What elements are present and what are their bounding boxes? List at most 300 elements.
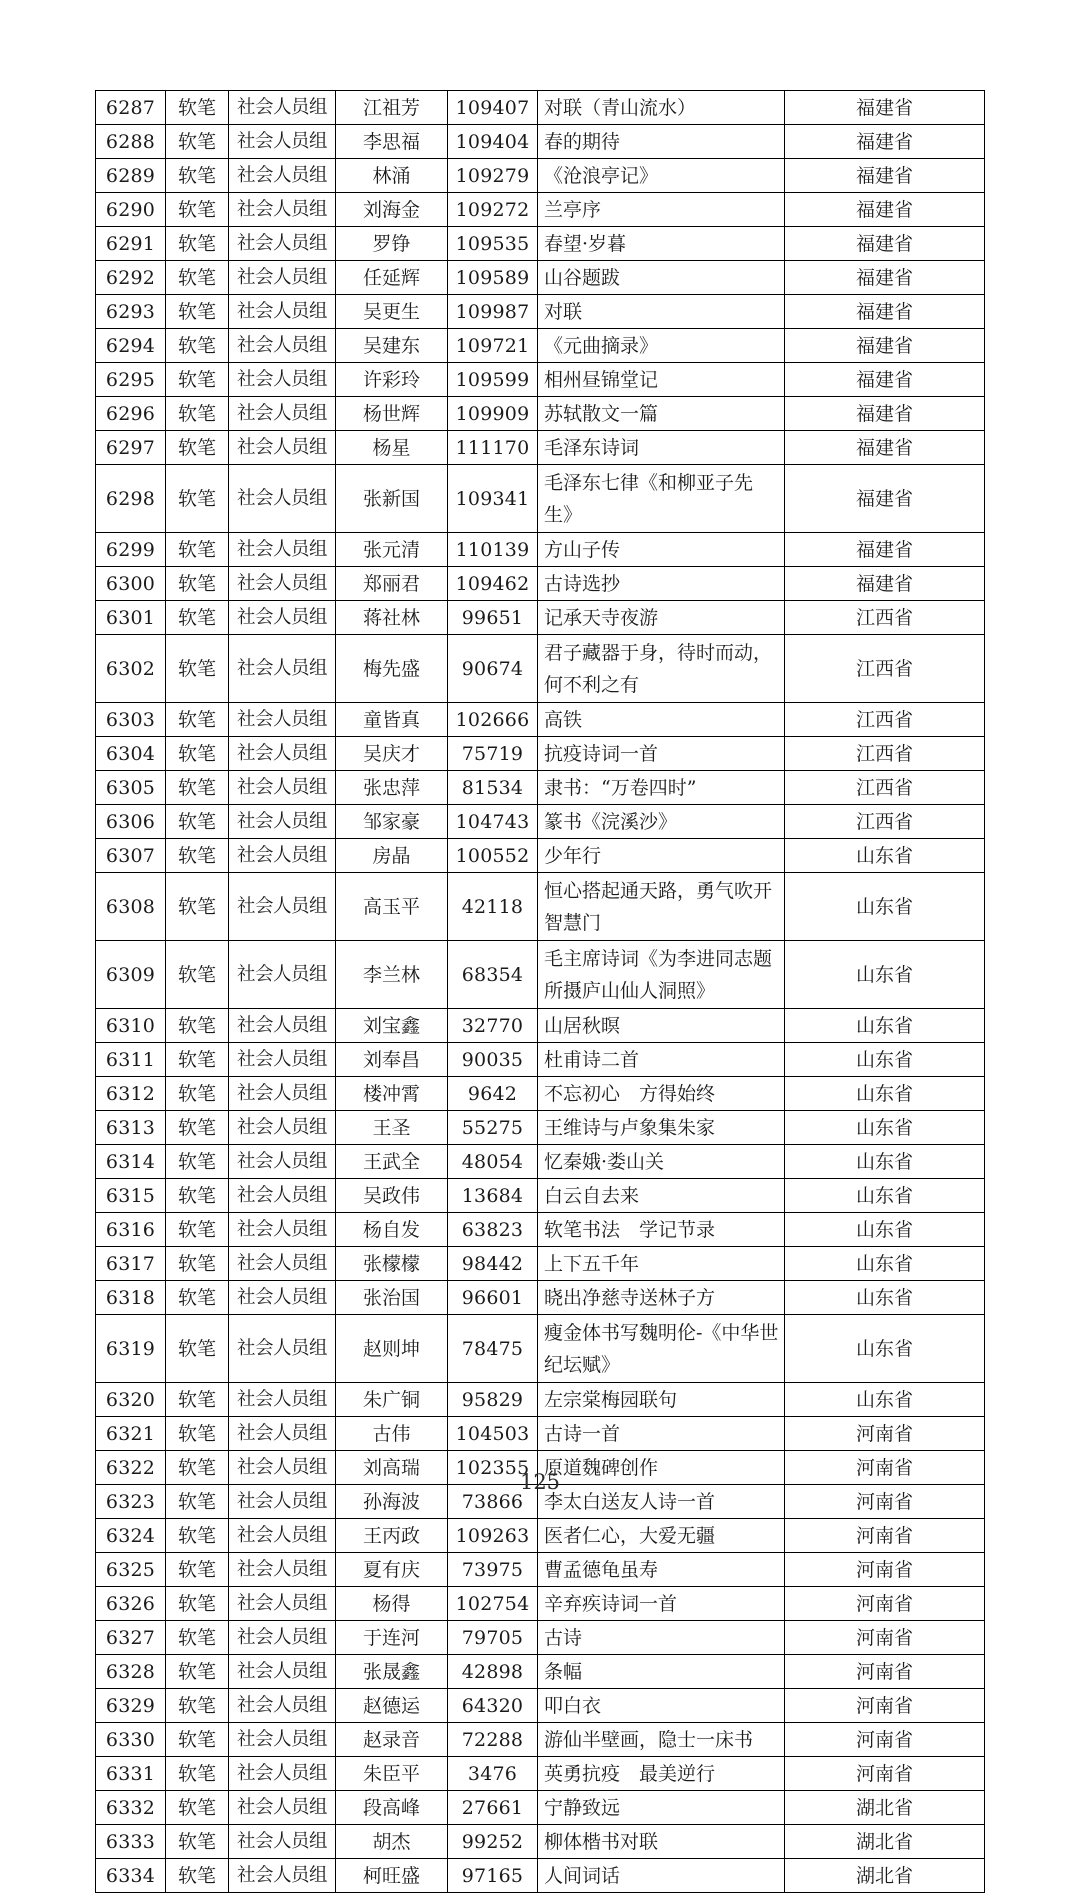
row-title bbox=[538, 295, 785, 329]
row-number-text: 90035 bbox=[461, 1048, 524, 1071]
row-name-text: 李思福 bbox=[362, 130, 420, 153]
row-province-text: 河南省 bbox=[855, 1626, 913, 1649]
row-group-text: 社会人员组 bbox=[236, 1626, 327, 1648]
row-id bbox=[96, 261, 166, 295]
row-group bbox=[229, 1587, 336, 1621]
row-name-text: 张檬檬 bbox=[362, 1252, 420, 1275]
row-name-text: 夏有庆 bbox=[362, 1558, 420, 1581]
row-name bbox=[336, 601, 448, 635]
row-id bbox=[96, 1417, 166, 1451]
row-number bbox=[448, 1621, 538, 1655]
row-title-text: 古诗选抄 bbox=[544, 572, 621, 595]
row-category-text: 软笔 bbox=[177, 402, 216, 425]
row-number-text: 99651 bbox=[461, 606, 524, 629]
row-title-text: 篆书《浣溪沙》 bbox=[544, 810, 678, 833]
row-id bbox=[96, 941, 166, 1009]
row-province bbox=[785, 805, 985, 839]
row-number bbox=[448, 873, 538, 941]
row-category-text: 软笔 bbox=[177, 300, 216, 323]
row-number-text: 48054 bbox=[461, 1150, 524, 1173]
row-title-text: 软笔书法 学记节录 bbox=[544, 1218, 716, 1241]
row-name bbox=[336, 1519, 448, 1553]
row-category-text: 软笔 bbox=[177, 266, 216, 289]
row-id bbox=[96, 431, 166, 465]
row-group-text: 社会人员组 bbox=[236, 776, 327, 798]
row-group-text: 社会人员组 bbox=[236, 606, 327, 628]
row-province-text: 河南省 bbox=[855, 1456, 913, 1479]
table-row bbox=[96, 193, 985, 227]
row-title bbox=[538, 1111, 785, 1145]
row-name-text: 张忠萍 bbox=[362, 776, 420, 799]
row-id bbox=[96, 1383, 166, 1417]
table-row bbox=[96, 635, 985, 703]
row-name bbox=[336, 261, 448, 295]
row-title-text: 条幅 bbox=[544, 1660, 583, 1683]
row-group bbox=[229, 1111, 336, 1145]
row-category bbox=[166, 1009, 229, 1043]
row-province bbox=[785, 873, 985, 941]
row-category bbox=[166, 1859, 229, 1893]
row-group-text: 社会人员组 bbox=[236, 232, 327, 254]
row-group-text: 社会人员组 bbox=[236, 1422, 327, 1444]
row-title-text: 少年行 bbox=[544, 844, 602, 867]
row-id-text: 6308 bbox=[105, 895, 156, 918]
row-province bbox=[785, 1077, 985, 1111]
row-province-text: 山东省 bbox=[855, 1150, 913, 1173]
row-province bbox=[785, 1145, 985, 1179]
row-id bbox=[96, 1655, 166, 1689]
row-name-text: 段高峰 bbox=[362, 1796, 420, 1819]
row-id-text: 6329 bbox=[105, 1694, 156, 1717]
row-number bbox=[448, 771, 538, 805]
row-province-text: 福建省 bbox=[855, 436, 913, 459]
row-province bbox=[785, 1417, 985, 1451]
row-province-text: 河南省 bbox=[855, 1592, 913, 1615]
row-title bbox=[538, 839, 785, 873]
row-group bbox=[229, 737, 336, 771]
row-category-text: 软笔 bbox=[177, 1864, 216, 1887]
row-id-text: 6330 bbox=[105, 1728, 156, 1751]
row-title-text: 方山子传 bbox=[544, 538, 621, 561]
row-title bbox=[538, 1655, 785, 1689]
row-number-text: 72288 bbox=[461, 1728, 524, 1751]
table-row bbox=[96, 737, 985, 771]
row-number bbox=[448, 159, 538, 193]
row-id-text: 6307 bbox=[105, 844, 156, 867]
row-group-text: 社会人员组 bbox=[236, 1660, 327, 1682]
row-number bbox=[448, 1213, 538, 1247]
row-province bbox=[785, 1179, 985, 1213]
row-number bbox=[448, 1825, 538, 1859]
row-id bbox=[96, 533, 166, 567]
row-province-text: 山东省 bbox=[855, 1184, 913, 1207]
table-row bbox=[96, 839, 985, 873]
row-number-text: 109272 bbox=[455, 198, 530, 221]
row-province bbox=[785, 601, 985, 635]
table-row bbox=[96, 1723, 985, 1757]
row-category-text: 软笔 bbox=[177, 776, 216, 799]
table-row bbox=[96, 873, 985, 941]
row-number bbox=[448, 737, 538, 771]
row-title-text: 游仙半壁画，隐士一床书 bbox=[544, 1728, 754, 1751]
row-group-text: 社会人员组 bbox=[236, 300, 327, 322]
row-name bbox=[336, 1315, 448, 1383]
row-number bbox=[448, 193, 538, 227]
row-group-text: 社会人员组 bbox=[236, 1694, 327, 1716]
row-id bbox=[96, 1825, 166, 1859]
row-province bbox=[785, 771, 985, 805]
row-category bbox=[166, 1825, 229, 1859]
row-name bbox=[336, 1043, 448, 1077]
row-name bbox=[336, 1111, 448, 1145]
table-row bbox=[96, 1689, 985, 1723]
row-province-text: 江西省 bbox=[855, 776, 913, 799]
row-number bbox=[448, 1281, 538, 1315]
row-title-text: 《元曲摘录》 bbox=[544, 334, 659, 357]
row-group-text: 社会人员组 bbox=[236, 1456, 327, 1478]
row-id bbox=[96, 1791, 166, 1825]
row-name-text: 房晶 bbox=[372, 844, 411, 867]
row-number-text: 109589 bbox=[455, 266, 530, 289]
row-province bbox=[785, 125, 985, 159]
row-category bbox=[166, 329, 229, 363]
row-name-text: 刘宝鑫 bbox=[362, 1014, 420, 1037]
row-category-text: 软笔 bbox=[177, 1116, 216, 1139]
row-number bbox=[448, 1043, 538, 1077]
row-number bbox=[448, 125, 538, 159]
row-category-text: 软笔 bbox=[177, 368, 216, 391]
row-id-text: 6300 bbox=[105, 572, 156, 595]
row-province-text: 山东省 bbox=[855, 1218, 913, 1241]
row-title-text: 春望·岁暮 bbox=[544, 232, 627, 255]
row-title bbox=[538, 1281, 785, 1315]
row-name-text: 许彩玲 bbox=[362, 368, 420, 391]
row-number-text: 13684 bbox=[461, 1184, 524, 1207]
row-category bbox=[166, 1519, 229, 1553]
row-number-text: 102355 bbox=[455, 1456, 530, 1479]
row-group-text: 社会人员组 bbox=[236, 1728, 327, 1750]
row-category bbox=[166, 465, 229, 533]
row-id-text: 6309 bbox=[105, 963, 156, 986]
row-group-text: 社会人员组 bbox=[236, 1116, 327, 1138]
row-group-text: 社会人员组 bbox=[236, 1388, 327, 1410]
row-number bbox=[448, 1111, 538, 1145]
row-name-text: 杨星 bbox=[372, 436, 411, 459]
row-name bbox=[336, 91, 448, 125]
row-name bbox=[336, 533, 448, 567]
row-number-text: 73975 bbox=[461, 1558, 524, 1581]
row-province-text: 山东省 bbox=[855, 1082, 913, 1105]
row-province bbox=[785, 839, 985, 873]
row-name bbox=[336, 329, 448, 363]
row-name bbox=[336, 1417, 448, 1451]
row-group bbox=[229, 363, 336, 397]
row-id-text: 6290 bbox=[105, 198, 156, 221]
row-province-text: 福建省 bbox=[855, 538, 913, 561]
row-name bbox=[336, 771, 448, 805]
row-title bbox=[538, 941, 785, 1009]
row-title-text: 隶书：“万卷四时” bbox=[544, 776, 697, 799]
row-category-text: 软笔 bbox=[177, 487, 216, 510]
row-name-text: 杨得 bbox=[372, 1592, 411, 1615]
row-province-text: 河南省 bbox=[855, 1762, 913, 1785]
row-group bbox=[229, 1077, 336, 1111]
row-category-text: 软笔 bbox=[177, 1728, 216, 1751]
row-name bbox=[336, 737, 448, 771]
row-name-text: 郑丽君 bbox=[362, 572, 420, 595]
row-title-text: 恒心搭起通天路，勇气吹开智慧门 bbox=[544, 879, 773, 934]
row-category bbox=[166, 1383, 229, 1417]
row-name bbox=[336, 397, 448, 431]
row-province-text: 福建省 bbox=[855, 487, 913, 510]
table-row bbox=[96, 1179, 985, 1213]
row-group-text: 社会人员组 bbox=[236, 895, 327, 917]
row-title bbox=[538, 125, 785, 159]
row-province-text: 河南省 bbox=[855, 1524, 913, 1547]
row-group bbox=[229, 1791, 336, 1825]
row-id bbox=[96, 363, 166, 397]
row-category bbox=[166, 1791, 229, 1825]
row-category bbox=[166, 1213, 229, 1247]
row-title bbox=[538, 737, 785, 771]
row-province-text: 福建省 bbox=[855, 368, 913, 391]
row-title bbox=[538, 193, 785, 227]
row-number-text: 104503 bbox=[455, 1422, 530, 1445]
row-name bbox=[336, 1621, 448, 1655]
row-category bbox=[166, 397, 229, 431]
row-title-text: 上下五千年 bbox=[544, 1252, 640, 1275]
row-group bbox=[229, 261, 336, 295]
row-category-text: 软笔 bbox=[177, 1490, 216, 1513]
row-category-text: 软笔 bbox=[177, 1422, 216, 1445]
row-title-text: 杜甫诗二首 bbox=[544, 1048, 640, 1071]
row-id-text: 6313 bbox=[105, 1116, 156, 1139]
row-number-text: 109599 bbox=[455, 368, 530, 391]
row-category-text: 软笔 bbox=[177, 810, 216, 833]
row-title bbox=[538, 91, 785, 125]
row-category bbox=[166, 635, 229, 703]
row-title-text: 抗疫诗词一首 bbox=[544, 742, 659, 765]
row-id bbox=[96, 329, 166, 363]
row-group bbox=[229, 941, 336, 1009]
row-group bbox=[229, 1859, 336, 1893]
row-id-text: 6331 bbox=[105, 1762, 156, 1785]
row-title-text: 曹孟德龟虽寿 bbox=[544, 1558, 659, 1581]
table-row bbox=[96, 295, 985, 329]
row-category bbox=[166, 839, 229, 873]
row-id bbox=[96, 1315, 166, 1383]
row-province bbox=[785, 1655, 985, 1689]
row-group-text: 社会人员组 bbox=[236, 130, 327, 152]
table-row bbox=[96, 1315, 985, 1383]
row-category bbox=[166, 1723, 229, 1757]
table-row bbox=[96, 1009, 985, 1043]
row-number-text: 109909 bbox=[455, 402, 530, 425]
row-number bbox=[448, 431, 538, 465]
table-row bbox=[96, 601, 985, 635]
row-category-text: 软笔 bbox=[177, 538, 216, 561]
row-number bbox=[448, 703, 538, 737]
row-category-text: 软笔 bbox=[177, 742, 216, 765]
row-name-text: 张元清 bbox=[362, 538, 420, 561]
row-province bbox=[785, 1553, 985, 1587]
row-category-text: 软笔 bbox=[177, 1796, 216, 1819]
row-category-text: 软笔 bbox=[177, 606, 216, 629]
row-number bbox=[448, 465, 538, 533]
row-group-text: 社会人员组 bbox=[236, 572, 327, 594]
row-province-text: 山东省 bbox=[855, 1337, 913, 1360]
row-title bbox=[538, 465, 785, 533]
row-title bbox=[538, 363, 785, 397]
row-id-text: 6301 bbox=[105, 606, 156, 629]
roster-table-container bbox=[95, 90, 984, 1893]
row-province bbox=[785, 1621, 985, 1655]
row-category bbox=[166, 873, 229, 941]
row-name bbox=[336, 1689, 448, 1723]
row-id-text: 6312 bbox=[105, 1082, 156, 1105]
row-number-text: 79705 bbox=[461, 1626, 524, 1649]
row-name bbox=[336, 227, 448, 261]
row-name bbox=[336, 1383, 448, 1417]
row-number bbox=[448, 1723, 538, 1757]
row-title bbox=[538, 1145, 785, 1179]
row-group-text: 社会人员组 bbox=[236, 844, 327, 866]
row-group-text: 社会人员组 bbox=[236, 810, 327, 832]
row-province bbox=[785, 329, 985, 363]
row-province-text: 河南省 bbox=[855, 1728, 913, 1751]
row-category bbox=[166, 193, 229, 227]
row-title bbox=[538, 159, 785, 193]
row-id bbox=[96, 227, 166, 261]
row-title bbox=[538, 261, 785, 295]
row-number bbox=[448, 295, 538, 329]
row-group bbox=[229, 533, 336, 567]
row-group bbox=[229, 1519, 336, 1553]
row-name bbox=[336, 465, 448, 533]
row-title bbox=[538, 1009, 785, 1043]
row-number-text: 27661 bbox=[461, 1796, 524, 1819]
row-id-text: 6324 bbox=[105, 1524, 156, 1547]
row-name bbox=[336, 1179, 448, 1213]
row-title-text: 柳体楷书对联 bbox=[544, 1830, 659, 1853]
row-group-text: 社会人员组 bbox=[236, 1337, 327, 1359]
row-group-text: 社会人员组 bbox=[236, 1796, 327, 1818]
row-province-text: 福建省 bbox=[855, 334, 913, 357]
row-number bbox=[448, 941, 538, 1009]
row-name bbox=[336, 431, 448, 465]
row-title-text: 白云自去来 bbox=[544, 1184, 640, 1207]
row-id-text: 6328 bbox=[105, 1660, 156, 1683]
row-number bbox=[448, 1179, 538, 1213]
row-id-text: 6334 bbox=[105, 1864, 156, 1887]
row-group bbox=[229, 1383, 336, 1417]
row-number bbox=[448, 1587, 538, 1621]
row-id-text: 6325 bbox=[105, 1558, 156, 1581]
row-group bbox=[229, 635, 336, 703]
row-title bbox=[538, 1723, 785, 1757]
row-group bbox=[229, 1723, 336, 1757]
row-number-text: 104743 bbox=[455, 810, 530, 833]
row-title-text: 晓出净慈寺送林子方 bbox=[544, 1286, 716, 1309]
row-group bbox=[229, 193, 336, 227]
row-category bbox=[166, 1247, 229, 1281]
table-row bbox=[96, 1655, 985, 1689]
table-row bbox=[96, 1417, 985, 1451]
row-category-text: 软笔 bbox=[177, 1252, 216, 1275]
row-number-text: 97165 bbox=[461, 1864, 524, 1887]
row-number bbox=[448, 363, 538, 397]
row-group bbox=[229, 1553, 336, 1587]
row-name-text: 柯旺盛 bbox=[362, 1864, 420, 1887]
row-id-text: 6306 bbox=[105, 810, 156, 833]
table-row bbox=[96, 431, 985, 465]
row-name-text: 张晟鑫 bbox=[362, 1660, 420, 1683]
row-category bbox=[166, 737, 229, 771]
row-title-text: 毛泽东七律《和柳亚子先生》 bbox=[544, 471, 754, 526]
row-title-text: 叩白衣 bbox=[544, 1694, 602, 1717]
row-id-text: 6333 bbox=[105, 1830, 156, 1853]
row-title-text: 李太白送友人诗一首 bbox=[544, 1490, 716, 1513]
row-category bbox=[166, 431, 229, 465]
row-province bbox=[785, 635, 985, 703]
row-id-text: 6303 bbox=[105, 708, 156, 731]
row-name bbox=[336, 363, 448, 397]
row-province-text: 山东省 bbox=[855, 1286, 913, 1309]
row-category-text: 软笔 bbox=[177, 657, 216, 680]
row-id bbox=[96, 1111, 166, 1145]
row-id-text: 6302 bbox=[105, 657, 156, 680]
row-group-text: 社会人员组 bbox=[236, 657, 327, 679]
row-number-text: 109721 bbox=[455, 334, 530, 357]
row-category-text: 软笔 bbox=[177, 1082, 216, 1105]
row-province-text: 江西省 bbox=[855, 657, 913, 680]
row-group bbox=[229, 703, 336, 737]
row-group bbox=[229, 1689, 336, 1723]
row-id-text: 6320 bbox=[105, 1388, 156, 1411]
row-name-text: 高玉平 bbox=[362, 895, 420, 918]
row-name bbox=[336, 839, 448, 873]
row-group bbox=[229, 873, 336, 941]
row-name bbox=[336, 1009, 448, 1043]
row-name-text: 任延辉 bbox=[362, 266, 420, 289]
row-province-text: 河南省 bbox=[855, 1558, 913, 1581]
row-id bbox=[96, 295, 166, 329]
row-group-text: 社会人员组 bbox=[236, 708, 327, 730]
row-category-text: 软笔 bbox=[177, 844, 216, 867]
row-name-text: 李兰林 bbox=[362, 963, 420, 986]
row-id-text: 6316 bbox=[105, 1218, 156, 1241]
row-name bbox=[336, 1281, 448, 1315]
row-province bbox=[785, 1825, 985, 1859]
row-title bbox=[538, 1587, 785, 1621]
row-title-text: 高铁 bbox=[544, 708, 583, 731]
row-title bbox=[538, 1247, 785, 1281]
row-number-text: 9642 bbox=[467, 1082, 518, 1105]
row-category-text: 软笔 bbox=[177, 1456, 216, 1479]
row-province bbox=[785, 1213, 985, 1247]
row-id-text: 6288 bbox=[105, 130, 156, 153]
row-title bbox=[538, 601, 785, 635]
row-number-text: 32770 bbox=[461, 1014, 524, 1037]
row-province-text: 江西省 bbox=[855, 708, 913, 731]
row-category-text: 软笔 bbox=[177, 1150, 216, 1173]
row-group-text: 社会人员组 bbox=[236, 1490, 327, 1512]
row-title bbox=[538, 1383, 785, 1417]
row-number bbox=[448, 91, 538, 125]
row-category bbox=[166, 771, 229, 805]
row-title-text: 春的期待 bbox=[544, 130, 621, 153]
row-name-text: 张新国 bbox=[362, 487, 420, 510]
